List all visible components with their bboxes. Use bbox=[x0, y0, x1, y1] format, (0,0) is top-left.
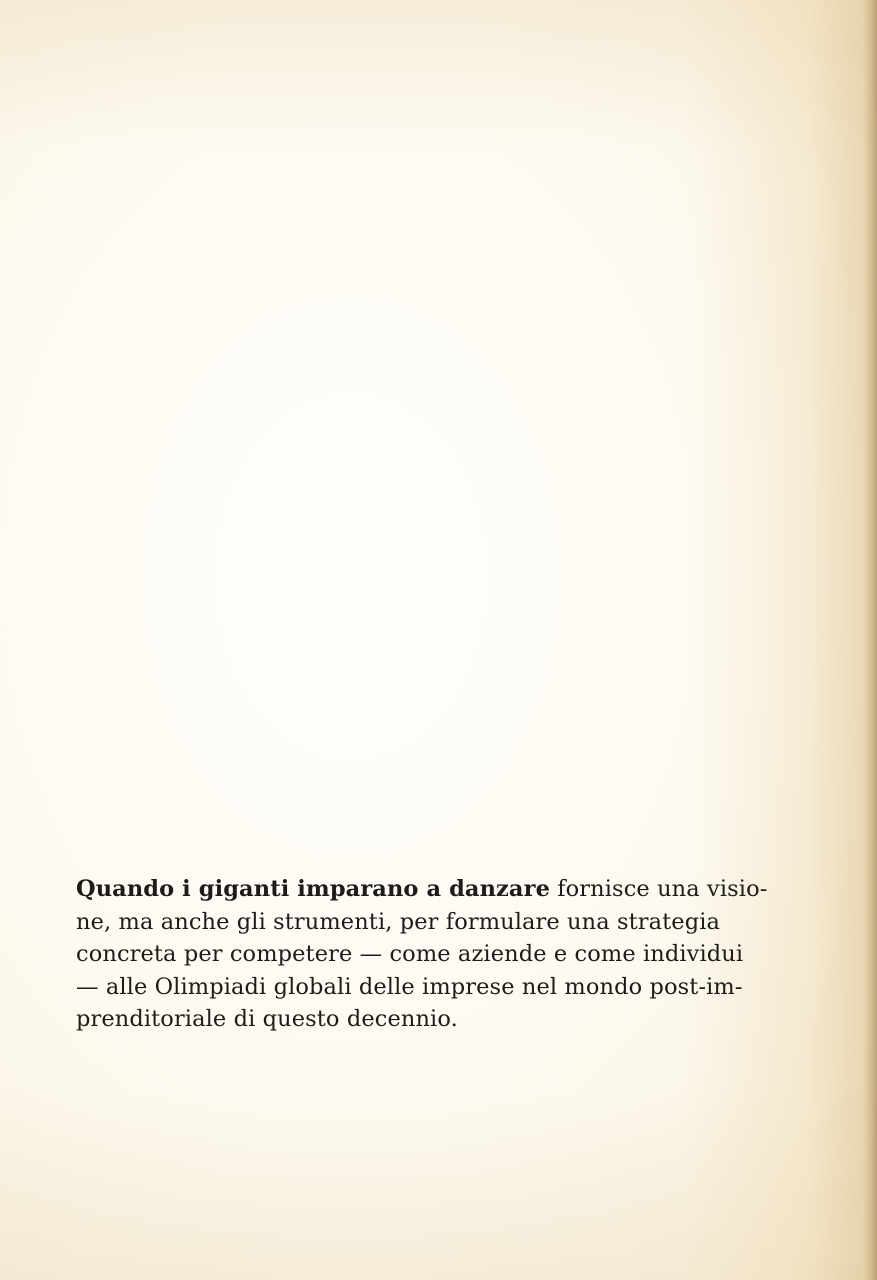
cover-blurb bbox=[76, 873, 808, 1036]
blurb-line-4: — alle Olimpiadi globali delle imprese nel mondo post-im- bbox=[76, 973, 743, 1000]
blurb-line-1-text: fornisce una visio- bbox=[549, 876, 768, 902]
blurb-line-5: prenditoriale di questo decennio. bbox=[76, 1006, 458, 1033]
blurb-line-3: concreta per competere — come aziende e come individui bbox=[76, 941, 744, 968]
book-title: Quando i giganti imparano a danzare bbox=[76, 876, 550, 902]
blurb-line-1 bbox=[76, 873, 808, 906]
page-edge-shadow bbox=[863, 0, 877, 1280]
blurb-line-2: ne, ma anche gli strumenti, per formulare una strategia bbox=[76, 908, 721, 935]
